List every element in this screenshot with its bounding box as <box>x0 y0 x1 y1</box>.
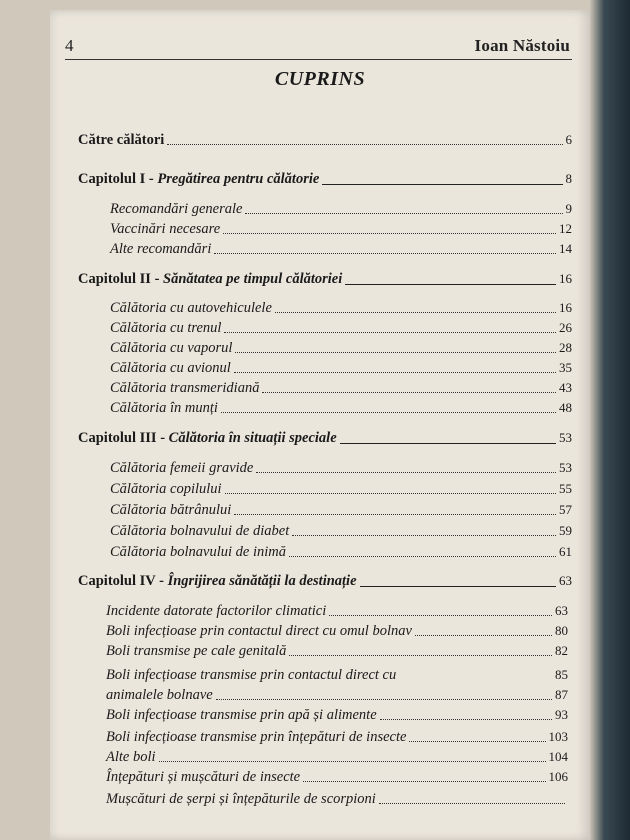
toc-page-number: 16 <box>559 271 572 286</box>
toc-chapter-2 <box>78 270 572 288</box>
toc-item: Mușcături de șerpi și înțepăturile de scorpioni <box>106 790 568 808</box>
toc-item: Călătoria cu vaporul 28 <box>110 340 572 356</box>
toc-item: Incidente datorate factorilor climatici 63 <box>106 603 568 619</box>
page-number: 4 <box>65 36 74 55</box>
rule-leader <box>322 184 562 185</box>
chapter-label: Capitolul III - Călătoria în situații speciale <box>78 430 337 446</box>
book-page <box>50 10 590 840</box>
toc-item: Călătoria femeii gravide 53 <box>110 460 572 476</box>
toc-page-number: 8 <box>565 171 572 186</box>
rule-leader <box>340 443 556 444</box>
toc-item: Alte boli 104 <box>106 749 568 765</box>
rule-leader <box>345 284 556 285</box>
chapter-label: Capitolul IV - Îngrijirea sănătății la destinație <box>78 573 357 589</box>
toc-item: Boli transmise pe cale genitală 82 <box>106 643 568 659</box>
dot-leader <box>167 144 562 145</box>
toc-item: Călătoria transmeridiană 43 <box>110 380 572 396</box>
book-spine-edge <box>590 0 630 840</box>
toc-item: Boli infecțioase transmise prin contactul direct cu 85 <box>106 667 568 683</box>
chapter-label: Capitolul II - Sănătatea pe timpul călătoriei <box>78 271 343 287</box>
toc-item: Boli infecțioase transmise prin înțepături de insecte 103 <box>106 729 568 745</box>
toc-entry-intro <box>78 131 572 149</box>
toc-item: Călătoria bolnavului de diabet 59 <box>110 523 572 539</box>
toc-item: Călătoria cu trenul 26 <box>110 320 572 336</box>
toc-item: Călătoria cu autovehiculele 16 <box>110 300 572 316</box>
toc-item: animalele bolnave 87 <box>106 687 568 703</box>
rule-leader <box>360 586 556 587</box>
toc-item: Călătoria cu avionul 35 <box>110 360 572 376</box>
toc-page-number: 63 <box>559 573 572 588</box>
toc-chapter-1 <box>78 170 572 188</box>
toc-entry-label: Către călători <box>78 132 165 148</box>
running-header-author: Ioan Năstoiu <box>474 36 570 55</box>
chapter-label: Capitolul I - Pregătirea pentru călătorie <box>78 171 320 187</box>
toc-chapter-3 <box>78 429 572 447</box>
toc-page-number: 6 <box>565 132 572 147</box>
toc-item: Călătoria bătrânului 57 <box>110 502 572 518</box>
toc-item: Recomandări generale 9 <box>110 201 572 217</box>
toc-item: Înțepături și mușcături de insecte 106 <box>106 769 568 785</box>
page-title: CUPRINS <box>274 68 366 90</box>
toc-item: Boli infecțioase prin contactul direct cu omul bolnav 80 <box>106 623 568 639</box>
toc-page-number: 53 <box>559 430 572 445</box>
toc-item: Călătoria bolnavului de inimă 61 <box>110 544 572 560</box>
toc-item: Călătoria copilului 55 <box>110 481 572 497</box>
toc-item: Călătoria în munți 48 <box>110 400 572 416</box>
toc-chapter-4 <box>78 572 572 590</box>
toc-item: Boli infecțioase transmise prin apă și alimente 93 <box>106 707 568 723</box>
toc-item: Alte recomandări 14 <box>110 241 572 257</box>
toc-item: Vaccinări necesare 12 <box>110 221 572 237</box>
table-of-contents <box>50 10 590 840</box>
